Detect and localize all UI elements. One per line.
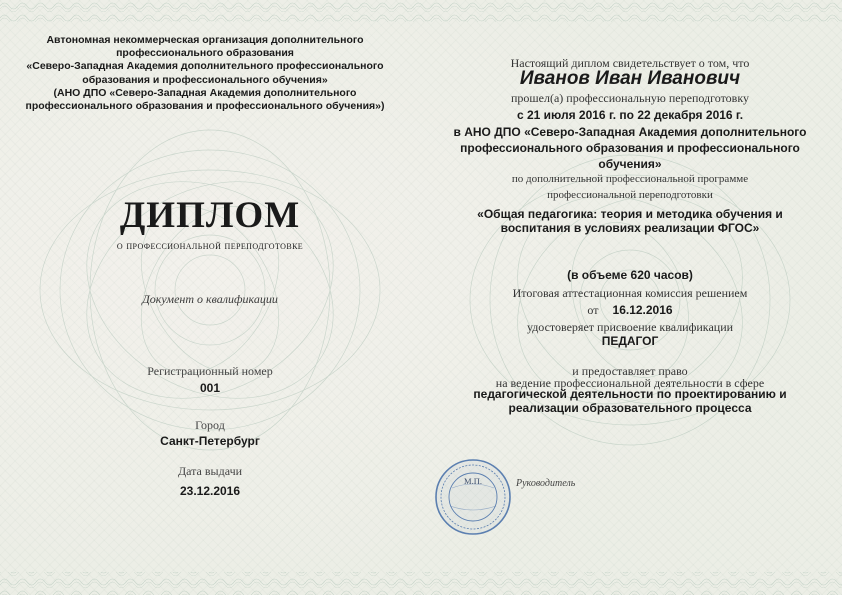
organization-line: (АНО ДПО «Северо-Западная Академия дополнительного	[53, 86, 357, 99]
right-intro: и предоставляет право	[572, 364, 688, 378]
program-intro-line: по дополнительной профессиональной программе	[511, 173, 749, 185]
left-rosette	[40, 130, 380, 450]
certificate-intro: Настоящий диплом свидетельствует о том, что	[510, 56, 750, 70]
decision-line	[440, 303, 820, 318]
stamp-seal	[434, 458, 512, 536]
activity-line: реализации образовательного процесса	[508, 401, 752, 415]
stamp-label: М.П.	[464, 476, 482, 486]
top-border-pattern	[0, 0, 842, 22]
commission-text: Итоговая аттестационная комиссия решением	[512, 286, 748, 300]
organization-line: образования и профессионального обучения»	[82, 73, 328, 86]
qualification: ПЕДАГОГ	[601, 334, 659, 348]
issue-date: 23.12.2016	[179, 484, 241, 498]
program-intro-line: профессиональной переподготовки	[547, 188, 713, 201]
study-period: с 21 июля 2016 г. по 22 декабря 2016 г.	[516, 108, 744, 122]
program-intro	[440, 172, 820, 203]
activity-line: педагогической деятельности по проектированию и	[473, 387, 787, 401]
organization-header	[20, 34, 390, 113]
issue-date-label: Дата выдачи	[177, 464, 243, 478]
holder-name: Иванов Иван Иванович	[519, 68, 741, 89]
academy-line: обучения»	[598, 157, 662, 171]
program-hours: (в объеме 620 часов)	[567, 268, 693, 282]
academy-name	[440, 124, 820, 172]
organization-line: Автономная некоммерческая организация дополнительного	[46, 34, 364, 46]
program-line: воспитания в условиях реализации ФГОС»	[500, 221, 760, 235]
head-signature-label: Руководитель	[516, 478, 576, 489]
bottom-border-pattern	[0, 572, 842, 595]
decision-date: 16.12.2016	[612, 303, 673, 317]
diploma-title: ДИПЛОМ	[119, 195, 301, 236]
organization-line: профессионального образования и профессионального обучения»)	[25, 100, 385, 113]
organization-line: профессионального образования	[116, 47, 294, 60]
academy-line: профессионального образования и профессионального	[460, 141, 800, 155]
city-label: Город	[195, 418, 225, 432]
academy-line: в АНО ДПО «Северо-Западная Академия дополнительного	[453, 125, 807, 139]
document-type: Документ о квалификации	[142, 292, 278, 306]
stamp-outer-ring	[436, 460, 510, 534]
program-name	[440, 207, 820, 235]
city-value: Санкт-Петербург	[160, 434, 260, 448]
activity-intro: на ведение профессиональной деятельности в сфере	[495, 376, 765, 390]
registration-label: Регистрационный номер	[147, 364, 273, 378]
program-line: «Общая педагогика: теория и методика обучения и	[477, 207, 783, 221]
activity-field	[440, 387, 820, 415]
organization-line: «Северо-Западная Академия дополнительного профессионального	[26, 60, 384, 73]
diploma-subtitle: о профессиональной переподготовке	[116, 240, 304, 252]
qualification-intro: удостоверяет присвоение квалификации	[526, 320, 734, 334]
decision-from-label: от	[587, 303, 599, 317]
completed-text: прошел(а) профессиональную переподготовку	[510, 91, 750, 105]
registration-number: 001	[199, 381, 221, 395]
